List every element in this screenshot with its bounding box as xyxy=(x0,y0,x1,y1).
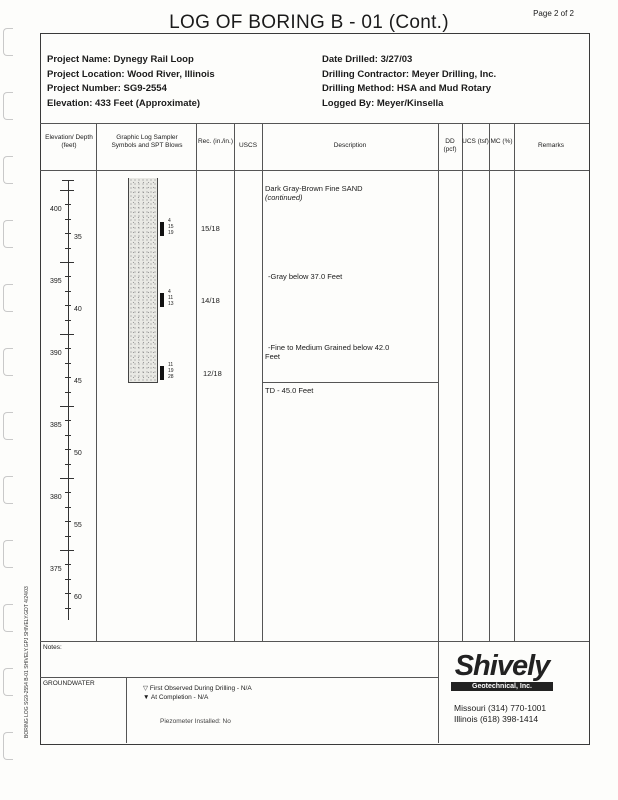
binder-ring xyxy=(3,348,13,376)
col-header-remarks: Remarks xyxy=(537,142,564,149)
scale-tick xyxy=(65,593,71,594)
water-level-icon: ▼ xyxy=(143,694,151,701)
recovery-value: 12/18 xyxy=(203,369,222,378)
col-header-mc: MC (%) xyxy=(490,138,513,145)
soil-description-note: (continued) xyxy=(265,193,303,202)
col-divider xyxy=(262,123,263,641)
illinois-phone: Illinois (618) 398-1414 xyxy=(454,714,539,724)
soil-description: -Fine to Medium Grained below 42.0 xyxy=(268,343,390,352)
depth-label: 60 xyxy=(74,594,82,601)
drilling-method: Drilling Method: HSA and Mud Rotary xyxy=(322,83,492,94)
project-info-left xyxy=(47,53,215,111)
scale-tick xyxy=(65,420,71,421)
col-header-dd: DD (pcf) xyxy=(443,138,457,153)
project-name: Project Name: Dynegy Rail Loop xyxy=(47,54,194,65)
project-info-right xyxy=(322,53,496,111)
binder-ring xyxy=(3,604,13,632)
groundwater-divider xyxy=(126,677,127,743)
at-completion-row: ▼ At Completion - N/A xyxy=(143,694,209,701)
spt-blows: 4 11 13 xyxy=(168,289,174,307)
scale-tick xyxy=(65,464,71,465)
header-bottom-line xyxy=(40,170,589,171)
scale-tick xyxy=(65,521,71,522)
logged-by: Logged By: Meyer/Kinsella xyxy=(322,97,444,109)
depth-label: 35 xyxy=(74,234,82,241)
col-divider xyxy=(514,123,515,641)
depth-label: 45 xyxy=(74,378,82,385)
scale-tick xyxy=(65,579,71,580)
scale-tick xyxy=(65,449,71,450)
spt-sampler-icon xyxy=(160,366,164,380)
notes-bottom-line xyxy=(40,677,438,678)
first-observed-row: ▽ First Observed During Drilling - N/A xyxy=(143,685,252,692)
elevation-label: 380 xyxy=(50,494,62,501)
col-divider xyxy=(462,123,463,641)
col-divider xyxy=(196,123,197,641)
date-drilled: Date Drilled: 3/27/03 xyxy=(322,54,413,65)
scale-tick xyxy=(65,320,71,321)
body-bottom-line xyxy=(40,641,589,642)
missouri-phone: Missouri (314) 770-1001 xyxy=(454,703,547,713)
binder-ring xyxy=(3,668,13,696)
elevation-label: 390 xyxy=(50,350,62,357)
scale-tick xyxy=(65,564,71,565)
scale-tick xyxy=(60,478,74,479)
binder-ring xyxy=(3,412,13,440)
col-divider xyxy=(96,123,97,641)
scale-tick xyxy=(65,492,71,493)
depth-label: 50 xyxy=(74,450,82,457)
col-divider xyxy=(438,123,439,743)
elevation-label: 400 xyxy=(50,206,62,213)
binder-ring xyxy=(3,284,13,312)
binder-ring xyxy=(3,92,13,120)
scale-tick xyxy=(65,435,71,436)
depth-label: 40 xyxy=(74,306,82,313)
binder-ring xyxy=(3,156,13,184)
col-header-description: Description xyxy=(333,142,367,149)
page-title: LOG OF BORING B - 01 (Cont.) xyxy=(169,12,449,33)
scale-tick xyxy=(65,348,71,349)
soil-description: Feet xyxy=(265,352,281,361)
scale-top-tick xyxy=(62,180,74,181)
scale-tick xyxy=(65,608,71,609)
piezometer-label: Piezometer Installed: No xyxy=(160,718,231,725)
scale-tick xyxy=(65,219,71,220)
recovery-value: 14/18 xyxy=(201,296,220,305)
water-level-icon: ▽ xyxy=(143,685,150,692)
recovery-value: 15/18 xyxy=(201,224,220,233)
spt-sampler-icon xyxy=(160,293,164,307)
col-divider xyxy=(234,123,235,641)
scale-tick xyxy=(65,377,71,378)
binder-ring xyxy=(3,220,13,248)
soil-description: -Gray below 37.0 Feet xyxy=(268,272,343,281)
scale-tick xyxy=(65,536,71,537)
col-header-uscs: USCS xyxy=(238,142,258,149)
col-header-ucs: UCS (tsf) xyxy=(462,138,489,145)
scale-tick xyxy=(60,550,74,551)
binder-ring xyxy=(3,540,13,568)
spt-blows: 4 15 19 xyxy=(168,218,174,236)
scale-tick xyxy=(65,507,71,508)
depth-scale-axis xyxy=(68,180,69,620)
logo-wordmark: Shively xyxy=(454,650,550,682)
elevation-label: 395 xyxy=(50,278,62,285)
report-file-footer: BORING LOG SG9-2554 B-01 SHIVELY.GPJ SHIVELY.GDT 4/24/03 xyxy=(24,586,30,738)
scale-tick xyxy=(60,406,74,407)
scale-tick xyxy=(65,291,71,292)
spt-sampler-icon xyxy=(160,222,164,236)
table-top-line xyxy=(40,123,589,124)
elevation-label: 385 xyxy=(50,422,62,429)
depth-label: 55 xyxy=(74,522,82,529)
col-divider xyxy=(489,123,490,641)
project-number: Project Number: SG9-2554 xyxy=(47,83,167,94)
scale-tick xyxy=(65,392,71,393)
scale-tick xyxy=(60,190,74,191)
col-header-rec: Rec. (in./in.) xyxy=(197,138,234,145)
page-number: Page 2 of 2 xyxy=(533,9,574,18)
groundwater-label: GROUNDWATER xyxy=(43,680,95,687)
scale-tick xyxy=(65,363,71,364)
shively-logo xyxy=(445,650,559,692)
sand-graphic-log xyxy=(128,178,158,383)
total-depth-label: TD - 45.0 Feet xyxy=(265,386,314,395)
elevation-label: 375 xyxy=(50,566,62,573)
spt-blows: 11 19 28 xyxy=(168,362,174,380)
scale-tick xyxy=(65,248,71,249)
scale-tick xyxy=(65,233,71,234)
project-location: Project Location: Wood River, Illinois xyxy=(47,68,215,80)
col-header-graphic: Graphic Log Sampler Symbols and SPT Blows xyxy=(111,134,183,149)
drilling-contractor: Drilling Contractor: Meyer Drilling, Inc. xyxy=(322,68,497,80)
scale-tick xyxy=(60,262,74,263)
binder-ring xyxy=(3,476,13,504)
project-elevation: Elevation: 433 Feet (Approximate) xyxy=(47,97,201,109)
col-header-elev-depth: Elevation/ Depth (feet) xyxy=(45,134,93,149)
binder-ring xyxy=(3,732,13,760)
logo-subtitle: Geotechnical, Inc. xyxy=(451,682,553,691)
scale-tick xyxy=(60,334,74,335)
td-line xyxy=(262,382,439,383)
scale-tick xyxy=(65,276,71,277)
scale-tick xyxy=(65,204,71,205)
soil-description: Dark Gray-Brown Fine SAND xyxy=(265,184,363,193)
scale-tick xyxy=(65,305,71,306)
notes-label: Notes: xyxy=(43,644,62,651)
